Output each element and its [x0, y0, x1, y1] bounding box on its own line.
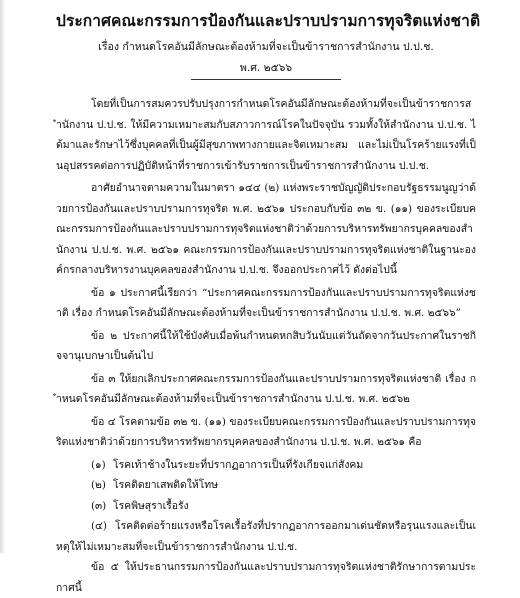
- clause-3: ข้อ ๓ ให้ยกเลิกประกาศคณะกรรมการป้องกันและปราบปรามการทุจริตแห่งชาติ เรื่อง กำหนดโรคอันมีลักษณะต้องห้ามที่จะเป็นข้าราชการสำนักงาน ป.ป.ช. พ.ศ. ๒๕๖๒: [56, 372, 476, 405]
- title-divider: [191, 79, 341, 80]
- clause-5: ข้อ ๕ ให้ประธานกรรมการป้องกันและปราบปรามการทุจริตแห่งชาติรักษาการตามประกาศนี้: [56, 561, 476, 594]
- list-item-number: (๒): [91, 479, 106, 491]
- list-item-number: (๓): [91, 499, 107, 512]
- clause-2: ข้อ ๒ ประกาศนี้ให้ใช้บังคับเมื่อพ้นกำหนดหกสิบวันนับแต่วันถัดจากวันประกาศในราชกิจจานุเบกษาเป็นต้นไป: [56, 329, 476, 362]
- list-item-number: (๑): [91, 458, 106, 471]
- clause-4: ข้อ ๔ โรคตามข้อ ๓๒ ข. (๑๑) ของระเบียบคณะกรรมการป้องกันและปราบปรามการทุจริตแห่งชาติว่าด้วยการบริหารทรัพยากรบุคคลของสำนักงาน ป.ป.ช. พ.ศ. ๒๕๖๑ คือ: [56, 415, 476, 448]
- list-item: [56, 455, 476, 476]
- list-item-text: โรคเท้าช้างในระยะที่ปรากฏอาการเป็นที่รังเกียจแก่สังคม: [113, 458, 364, 471]
- disease-list: [56, 455, 476, 558]
- document-subject: เรื่อง กำหนดโรคอันมีลักษณะต้องห้ามที่จะเป็นข้าราชการสำนักงาน ป.ป.ช.: [98, 41, 434, 53]
- document-year: พ.ศ. ๒๕๖๖: [239, 62, 293, 74]
- authority-paragraph: อาศัยอำนาจตามความในมาตรา ๑๔๔ (๒) แห่งพระราชบัญญัติประกอบรัฐธรรมนูญว่าด้วยการป้องกันและปราบปรามการทุจริต พ.ศ. ๒๕๖๑ ประกอบกับข้อ ๓๒ ข. (๑๑) ของระเบียบคณะกรรมการป้องกันและปราบปรามการทุจริตแห่งชาติว่าด้วยการบริหารทรัพยากรบุคคลของสำนักงาน ป.ป.ช. พ.ศ. ๒๕๖๑ คณะกรรมการป้องกันและปราบปรามการทุจริตแห่งชาติในฐานะองค์กรกลางบริหารงานบุคคลของสำนักงาน ป.ป.ช. จึงออกประกาศไว้ ดังต่อไปนี้: [56, 182, 476, 276]
- list-item-text: โรคพิษสุราเรื้อรัง: [113, 499, 189, 512]
- list-item-4: (๔) โรคติดต่อร้ายแรงหรือโรคเรื้อรังที่ปรากฏอาการออกมาเด่นชัดหรือรุนแรงและเป็นเหตุให้ไม่เหมาะสมที่จะเป็นข้าราชการสำนักงาน ป.ป.ช.: [56, 520, 476, 553]
- list-item: [56, 496, 476, 517]
- document-title: ประกาศคณะกรรมการป้องกันและปราบปรามการทุจริตแห่งชาติ: [56, 11, 481, 30]
- list-item: [56, 475, 476, 496]
- clause-1: ข้อ ๑ ประกาศนี้เรียกว่า “ประกาศคณะกรรมการป้องกันและปราบปรามการทุจริตแห่งชาติ เรื่อง กำหนดโรคอันมีลักษณะต้องห้ามที่จะเป็นข้าราชการสำนักงาน ป.ป.ช. พ.ศ. ๒๕๖๖”: [56, 286, 476, 319]
- preamble-paragraph: โดยที่เป็นการสมควรปรับปรุงการกำหนดโรคอันมีลักษณะต้องห้ามที่จะเป็นข้าราชการสำนักงาน ป.ป.ช. ให้มีความเหมาะสมกับสภาวการณ์โรคในปัจจุบัน รวมทั้งให้สำนักงาน ป.ป.ช. ได้มาและรักษาไว้ซึ่งบุคคลที่เป็นผู้มีสุขภาพทางกายและจิตเหมาะสม และไม่เป็นโรคร้ายแรงที่เป็นอุปสรรคต่อการปฏิบัติหน้าที่ราชการเข้ารับราชการเป็นข้าราชการสำนักงาน ป.ป.ช.: [56, 98, 476, 172]
- list-item-text: โรคติดยาเสพติดให้โทษ: [113, 479, 218, 491]
